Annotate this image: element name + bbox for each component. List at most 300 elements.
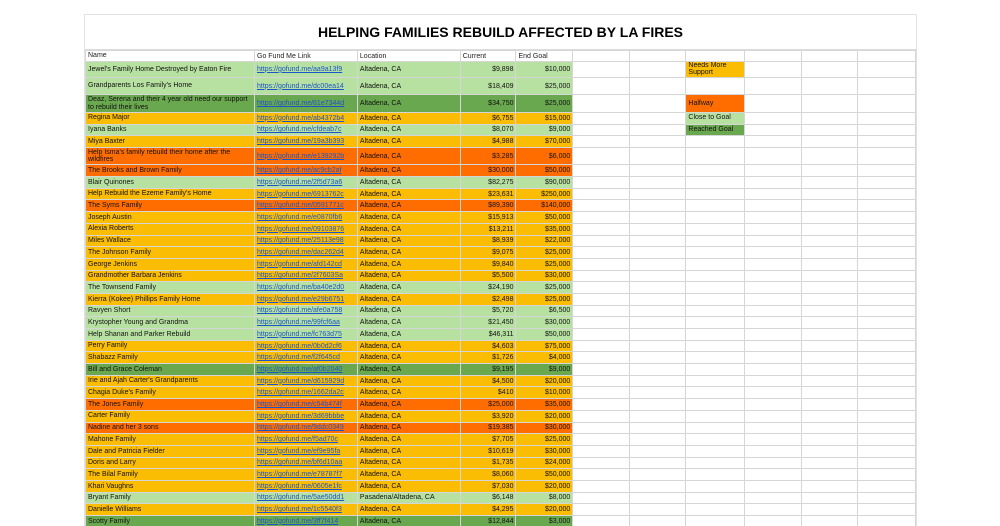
gofundme-link[interactable]: https://gofund.me/e78787f7	[257, 471, 342, 478]
table-row	[86, 329, 916, 341]
empty-cell	[858, 282, 916, 294]
empty-cell	[745, 340, 802, 352]
gofundme-link[interactable]: https://gofund.me/bf6d10aa	[257, 459, 342, 466]
empty-cell	[686, 469, 745, 481]
empty-cell	[629, 480, 686, 492]
empty-cell	[801, 457, 858, 469]
empty-cell	[573, 340, 630, 352]
name-cell: Grandmother Barbara Jenkins	[86, 270, 255, 282]
empty-cell	[686, 317, 745, 329]
gofundme-link[interactable]: https://gofund.me/25113e98	[257, 237, 344, 244]
empty-cell	[629, 212, 686, 224]
gofundme-link[interactable]: https://gofund.me/c54b474f	[257, 401, 342, 408]
name-cell: Shabazz Family	[86, 352, 255, 364]
empty-cell	[686, 188, 745, 200]
empty-cell	[745, 177, 802, 189]
empty-cell	[858, 375, 916, 387]
current-amount-cell: $6,755	[460, 112, 516, 124]
gofundme-link[interactable]: https://gofund.me/dac262d4	[257, 249, 344, 256]
empty-cell	[573, 422, 630, 434]
gofundme-link-cell[interactable]	[255, 235, 358, 247]
gofundme-link[interactable]: https://gofund.me/afe0a758	[257, 307, 342, 314]
gofundme-link[interactable]: https://gofund.me/e0870fb6	[257, 214, 342, 221]
empty-cell	[629, 62, 686, 78]
empty-cell	[686, 305, 745, 317]
empty-cell	[573, 492, 630, 504]
location-cell: Altadena, CA	[357, 62, 460, 78]
empty-cell	[573, 95, 630, 113]
empty-cell	[686, 212, 745, 224]
empty-cell	[573, 399, 630, 411]
empty-cell	[858, 95, 916, 113]
table-row	[86, 422, 916, 434]
gofundme-link-cell[interactable]	[255, 258, 358, 270]
location-cell: Altadena, CA	[357, 282, 460, 294]
table-row	[86, 457, 916, 469]
current-amount-cell: $4,603	[460, 340, 516, 352]
gofundme-link[interactable]: https://gofund.me/5ae50dd1	[257, 494, 344, 501]
empty-cell	[858, 177, 916, 189]
location-cell: Altadena, CA	[357, 352, 460, 364]
empty-cell	[573, 223, 630, 235]
current-amount-cell: $24,190	[460, 282, 516, 294]
empty-cell	[573, 364, 630, 376]
location-cell: Altadena, CA	[357, 188, 460, 200]
empty-cell	[573, 247, 630, 259]
goal-amount-cell: $25,000	[516, 258, 573, 270]
gofundme-link-cell[interactable]	[255, 445, 358, 457]
gofundme-link[interactable]: https://gofund.me/e29b6751	[257, 296, 344, 303]
name-cell: Help Rebuild the Ezeme Family's Home	[86, 188, 255, 200]
empty-cell	[686, 77, 745, 95]
gofundme-link-cell[interactable]	[255, 223, 358, 235]
table-row	[86, 480, 916, 492]
gofundme-link-cell[interactable]	[255, 317, 358, 329]
fundraiser-table	[85, 50, 916, 526]
empty-cell	[858, 352, 916, 364]
table-row	[86, 282, 916, 294]
gofundme-link[interactable]: https://gofund.me/81e7344d	[257, 100, 344, 107]
empty-cell	[801, 375, 858, 387]
name-cell: The Bilal Family	[86, 469, 255, 481]
name-cell: Jewel's Family Home Destroyed by Eaton Fire	[86, 62, 255, 78]
table-row	[86, 147, 916, 165]
empty-cell	[745, 124, 802, 136]
empty-cell	[801, 445, 858, 457]
name-cell: Miles Wallace	[86, 235, 255, 247]
empty-cell	[801, 235, 858, 247]
gofundme-link-cell[interactable]	[255, 282, 358, 294]
name-cell: George Jenkins	[86, 258, 255, 270]
empty-cell	[629, 51, 686, 62]
current-amount-cell: $10,619	[460, 445, 516, 457]
empty-cell	[858, 136, 916, 148]
location-cell: Altadena, CA	[357, 434, 460, 446]
goal-amount-cell: $9,000	[516, 124, 573, 136]
goal-amount-cell: $20,000	[516, 410, 573, 422]
current-amount-cell: $8,060	[460, 469, 516, 481]
gofundme-link[interactable]: https://gofund.me/0605e1fc	[257, 483, 342, 490]
column-header: Name	[86, 51, 255, 62]
table-row	[86, 317, 916, 329]
name-cell: Deaz, Serena and their 4 year old need our support to rebuild their lives	[86, 95, 255, 113]
gofundme-link-cell[interactable]	[255, 352, 358, 364]
spreadsheet	[84, 14, 917, 526]
table-row	[86, 258, 916, 270]
location-cell: Altadena, CA	[357, 410, 460, 422]
gofundme-link[interactable]: https://gofund.me/1c5540f3	[257, 506, 342, 513]
empty-cell	[629, 387, 686, 399]
gofundme-link-cell[interactable]	[255, 504, 358, 516]
gofundme-link[interactable]: https://gofund.me/fc763d75	[257, 331, 342, 338]
empty-cell	[858, 62, 916, 78]
gofundme-link[interactable]: https://gofund.me/3ff7f414	[257, 518, 338, 525]
gofundme-link[interactable]: https://gofund.me/d615929d	[257, 378, 344, 385]
empty-cell	[745, 212, 802, 224]
gofundme-link[interactable]: https://gofund.me/19a3b393	[257, 138, 344, 145]
gofundme-link[interactable]: https://gofund.me/6913762c	[257, 191, 344, 198]
empty-cell	[629, 375, 686, 387]
gofundme-link[interactable]: https://gofund.me/0591771c	[257, 202, 344, 209]
column-header: End Goal	[516, 51, 573, 62]
gofundme-link-cell[interactable]	[255, 147, 358, 165]
goal-amount-cell: $35,000	[516, 399, 573, 411]
empty-cell	[801, 112, 858, 124]
gofundme-link-cell[interactable]	[255, 270, 358, 282]
gofundme-link-cell[interactable]	[255, 62, 358, 78]
current-amount-cell: $6,148	[460, 492, 516, 504]
empty-cell	[801, 504, 858, 516]
goal-amount-cell: $25,000	[516, 434, 573, 446]
table-row	[86, 235, 916, 247]
gofundme-link[interactable]: https://gofund.me/aa9a13f9	[257, 66, 342, 73]
current-amount-cell: $7,705	[460, 434, 516, 446]
empty-cell	[629, 410, 686, 422]
empty-cell	[745, 410, 802, 422]
goal-amount-cell: $20,000	[516, 504, 573, 516]
gofundme-link-cell[interactable]	[255, 387, 358, 399]
empty-cell	[858, 212, 916, 224]
location-cell: Altadena, CA	[357, 399, 460, 411]
empty-cell	[801, 165, 858, 177]
empty-cell	[629, 305, 686, 317]
empty-cell	[745, 95, 802, 113]
empty-cell	[801, 329, 858, 341]
empty-cell	[801, 258, 858, 270]
gofundme-link-cell[interactable]	[255, 480, 358, 492]
empty-cell	[858, 445, 916, 457]
empty-cell	[686, 504, 745, 516]
table-row	[86, 212, 916, 224]
gofundme-link[interactable]: https://gofund.me/09103876	[257, 226, 344, 233]
empty-cell	[745, 223, 802, 235]
empty-cell	[686, 375, 745, 387]
current-amount-cell: $3,285	[460, 147, 516, 165]
current-amount-cell: $8,070	[460, 124, 516, 136]
location-cell: Altadena, CA	[357, 95, 460, 113]
gofundme-link-cell[interactable]	[255, 77, 358, 95]
location-cell: Altadena, CA	[357, 247, 460, 259]
gofundme-link[interactable]: https://gofund.me/afd142cd	[257, 261, 342, 268]
gofundme-link[interactable]: https://gofund.me/dc00ea14	[257, 83, 344, 90]
name-cell: Blair Quinones	[86, 177, 255, 189]
empty-cell	[745, 445, 802, 457]
name-cell: Chagia Duke's Family	[86, 387, 255, 399]
empty-cell	[573, 270, 630, 282]
gofundme-link-cell[interactable]	[255, 188, 358, 200]
gofundme-link-cell[interactable]	[255, 177, 358, 189]
table-row	[86, 375, 916, 387]
empty-cell	[686, 492, 745, 504]
gofundme-link-cell[interactable]	[255, 516, 358, 526]
location-cell: Altadena, CA	[357, 124, 460, 136]
empty-cell	[745, 188, 802, 200]
empty-cell	[573, 293, 630, 305]
gofundme-link[interactable]: https://gofund.me/ba40e2d0	[257, 284, 344, 291]
goal-amount-cell: $25,000	[516, 247, 573, 259]
empty-cell	[573, 352, 630, 364]
gofundme-link-cell[interactable]	[255, 469, 358, 481]
empty-cell	[573, 200, 630, 212]
location-cell: Altadena, CA	[357, 165, 460, 177]
empty-cell	[686, 340, 745, 352]
table-row	[86, 223, 916, 235]
gofundme-link-cell[interactable]	[255, 492, 358, 504]
location-cell: Pasadena/Altadena, CA	[357, 492, 460, 504]
empty-cell	[573, 124, 630, 136]
table-row	[86, 434, 916, 446]
gofundme-link-cell[interactable]	[255, 364, 358, 376]
empty-cell	[745, 200, 802, 212]
gofundme-link-cell[interactable]	[255, 247, 358, 259]
table-row	[86, 305, 916, 317]
empty-cell	[629, 177, 686, 189]
table-row	[86, 177, 916, 189]
empty-cell	[801, 282, 858, 294]
empty-cell	[745, 492, 802, 504]
table-row	[86, 270, 916, 282]
name-cell: Nadine and her 3 sons	[86, 422, 255, 434]
goal-amount-cell: $140,000	[516, 200, 573, 212]
empty-cell	[745, 329, 802, 341]
location-cell: Altadena, CA	[357, 364, 460, 376]
empty-cell	[745, 480, 802, 492]
empty-cell	[573, 112, 630, 124]
gofundme-link[interactable]: https://gofund.me/ab4372b4	[257, 115, 344, 122]
location-cell: Altadena, CA	[357, 340, 460, 352]
gofundme-link[interactable]: https://gofund.me/1662da2c	[257, 389, 344, 396]
goal-amount-cell: $50,000	[516, 329, 573, 341]
empty-cell	[629, 317, 686, 329]
current-amount-cell: $5,500	[460, 270, 516, 282]
current-amount-cell: $9,195	[460, 364, 516, 376]
current-amount-cell: $82,275	[460, 177, 516, 189]
empty-cell	[629, 293, 686, 305]
empty-cell	[801, 434, 858, 446]
empty-cell	[745, 434, 802, 446]
goal-amount-cell: $20,000	[516, 375, 573, 387]
empty-cell	[686, 282, 745, 294]
gofundme-link[interactable]: https://gofund.me/ef9e95fa	[257, 448, 340, 455]
gofundme-link[interactable]: https://gofund.me/f5ad70c	[257, 436, 338, 443]
table-row	[86, 364, 916, 376]
empty-cell	[573, 77, 630, 95]
name-cell: Danielle Williams	[86, 504, 255, 516]
header-row	[86, 51, 916, 62]
empty-cell	[686, 352, 745, 364]
empty-cell	[686, 410, 745, 422]
goal-amount-cell: $50,000	[516, 212, 573, 224]
gofundme-link-cell[interactable]	[255, 293, 358, 305]
empty-cell	[801, 124, 858, 136]
table-row	[86, 410, 916, 422]
gofundme-link-cell[interactable]	[255, 95, 358, 113]
gofundme-link-cell[interactable]	[255, 200, 358, 212]
gofundme-link-cell[interactable]	[255, 410, 358, 422]
empty-cell	[745, 165, 802, 177]
gofundme-link-cell[interactable]	[255, 212, 358, 224]
empty-cell	[686, 364, 745, 376]
empty-cell	[573, 387, 630, 399]
gofundme-link[interactable]: https://gofund.me/af0b2040	[257, 366, 342, 373]
empty-cell	[629, 282, 686, 294]
empty-cell	[858, 235, 916, 247]
goal-amount-cell: $30,000	[516, 422, 573, 434]
empty-cell	[801, 364, 858, 376]
current-amount-cell: $1,735	[460, 457, 516, 469]
empty-cell	[629, 247, 686, 259]
empty-cell	[745, 457, 802, 469]
location-cell: Altadena, CA	[357, 293, 460, 305]
goal-amount-cell: $15,000	[516, 112, 573, 124]
empty-cell	[686, 165, 745, 177]
empty-cell	[745, 62, 802, 78]
empty-cell	[858, 77, 916, 95]
empty-cell	[629, 136, 686, 148]
current-amount-cell: $15,913	[460, 212, 516, 224]
current-amount-cell: $1,726	[460, 352, 516, 364]
gofundme-link[interactable]: https://gofund.me/2f7603Sa	[257, 272, 343, 279]
empty-cell	[745, 112, 802, 124]
gofundme-link-cell[interactable]	[255, 422, 358, 434]
empty-cell	[858, 293, 916, 305]
empty-cell	[629, 457, 686, 469]
empty-cell	[573, 480, 630, 492]
gofundme-link-cell[interactable]	[255, 136, 358, 148]
goal-amount-cell: $3,000	[516, 516, 573, 526]
gofundme-link[interactable]: https://gofund.me/2f5d73a6	[257, 179, 342, 186]
table-row	[86, 516, 916, 526]
gofundme-link-cell[interactable]	[255, 375, 358, 387]
goal-amount-cell: $250,000	[516, 188, 573, 200]
name-cell: Help Shanan and Parker Rebuild	[86, 329, 255, 341]
current-amount-cell: $9,898	[460, 62, 516, 78]
gofundme-link-cell[interactable]	[255, 399, 358, 411]
gofundme-link-cell[interactable]	[255, 329, 358, 341]
empty-cell	[858, 340, 916, 352]
location-cell: Altadena, CA	[357, 445, 460, 457]
goal-amount-cell: $10,000	[516, 387, 573, 399]
gofundme-link[interactable]: https://gofund.me/cfdeab7c	[257, 126, 341, 133]
empty-cell	[573, 434, 630, 446]
empty-cell	[629, 165, 686, 177]
empty-cell	[745, 147, 802, 165]
name-cell: The Townsend Family	[86, 282, 255, 294]
empty-cell	[745, 270, 802, 282]
gofundme-link-cell[interactable]	[255, 112, 358, 124]
empty-cell	[801, 317, 858, 329]
empty-cell	[801, 223, 858, 235]
gofundme-link[interactable]: https://gofund.me/0b0d2cf6	[257, 343, 342, 350]
empty-cell	[801, 147, 858, 165]
goal-amount-cell: $20,000	[516, 480, 573, 492]
current-amount-cell: $2,498	[460, 293, 516, 305]
gofundme-link[interactable]: https://gofund.me/9ddc0349	[257, 424, 344, 431]
empty-cell	[573, 504, 630, 516]
gofundme-link[interactable]: https://gofund.me/ac9cb2af	[257, 167, 341, 174]
empty-cell	[858, 387, 916, 399]
gofundme-link-cell[interactable]	[255, 340, 358, 352]
name-cell: Irie and Ajah Carter's Grandparents	[86, 375, 255, 387]
name-cell: Help Isma's family rebuild their home after the wildfires	[86, 147, 255, 165]
gofundme-link-cell[interactable]	[255, 457, 358, 469]
gofundme-link-cell[interactable]	[255, 305, 358, 317]
goal-amount-cell: $25,000	[516, 282, 573, 294]
name-cell: Miya Baxter	[86, 136, 255, 148]
table-row	[86, 247, 916, 259]
goal-amount-cell: $10,000	[516, 62, 573, 78]
gofundme-link[interactable]: https://gofund.me/99fcf6aa	[257, 319, 340, 326]
empty-cell	[858, 188, 916, 200]
goal-amount-cell: $50,000	[516, 165, 573, 177]
empty-cell	[801, 305, 858, 317]
table-row	[86, 445, 916, 457]
name-cell: Khari Vaughns	[86, 480, 255, 492]
gofundme-link-cell[interactable]	[255, 434, 358, 446]
empty-cell	[573, 457, 630, 469]
name-cell: Doris and Larry	[86, 457, 255, 469]
location-cell: Altadena, CA	[357, 422, 460, 434]
column-header: Location	[357, 51, 460, 62]
empty-cell	[573, 165, 630, 177]
current-amount-cell: $19,385	[460, 422, 516, 434]
name-cell: Joseph Austin	[86, 212, 255, 224]
gofundme-link[interactable]: https://gofund.me/3d69bbbe	[257, 413, 344, 420]
location-cell: Altadena, CA	[357, 387, 460, 399]
gofundme-link[interactable]: https://gofund.me/e139292b	[257, 153, 344, 160]
table-row	[86, 469, 916, 481]
gofundme-link-cell[interactable]	[255, 165, 358, 177]
gofundme-link-cell[interactable]	[255, 124, 358, 136]
empty-cell	[858, 457, 916, 469]
current-amount-cell: $23,631	[460, 188, 516, 200]
empty-cell	[573, 177, 630, 189]
empty-cell	[573, 317, 630, 329]
table-row	[86, 504, 916, 516]
empty-cell	[801, 136, 858, 148]
empty-cell	[801, 410, 858, 422]
empty-cell	[801, 492, 858, 504]
empty-cell	[801, 77, 858, 95]
location-cell: Altadena, CA	[357, 77, 460, 95]
table-row	[86, 492, 916, 504]
gofundme-link[interactable]: https://gofund.me/f2f645cd	[257, 354, 340, 361]
empty-cell	[801, 62, 858, 78]
empty-cell	[858, 165, 916, 177]
empty-cell	[573, 375, 630, 387]
location-cell: Altadena, CA	[357, 223, 460, 235]
empty-cell	[573, 62, 630, 78]
